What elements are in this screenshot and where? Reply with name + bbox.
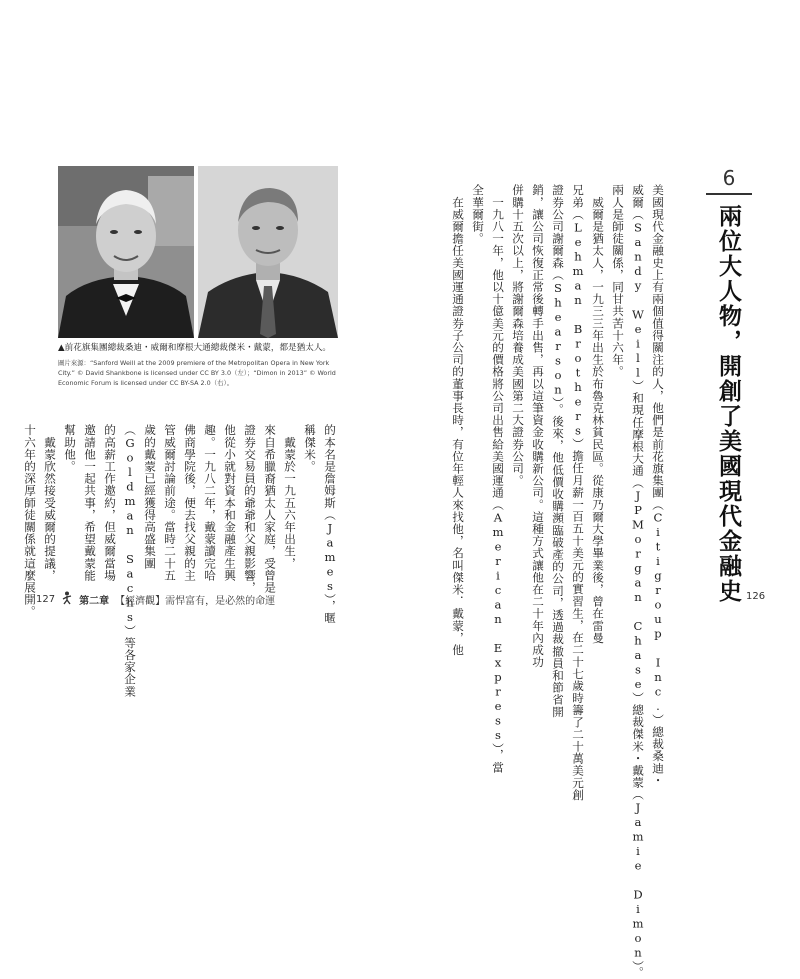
right-text-column: 威爾（Sandy Weill）和現任摩根大通（JPMorgan Chase）總裁傑米・戴蒙（Jamie Dimon）。 [631, 184, 645, 979]
running-figure-icon [61, 591, 73, 608]
left-text-column: 戴蒙於一九五六年出生， [283, 424, 297, 570]
chapter-label: 第二章 [79, 596, 110, 607]
right-text-column: 兩人是師徒關係，同甘共苦十六年。 [611, 184, 625, 378]
right-text-column: 美國現代金融史上有兩個值得關注的人，他們是前花旗集團（Citigroup Inc.）總裁桑迪・ [651, 184, 665, 787]
left-text-column: 的本名是詹姆斯（James），暱 [323, 424, 337, 624]
left-text-column: 的高薪工作邀約，但威爾當場 [103, 424, 117, 582]
sanford-weill-photo [58, 166, 194, 338]
left-text-column: 來自希臘裔猶太人家庭，受曾是 [263, 424, 277, 594]
left-text-column: 證券交易員的爺爺和父親影響， [243, 424, 257, 594]
right-text-column: 併購十五次以上，將謝爾森培養成美國第二大證券公司。 [511, 184, 525, 487]
photo-caption: ▲前花旗集團總裁桑迪・威爾和摩根大通總裁傑米・戴蒙，都是猶太人。 [58, 343, 332, 353]
portrait-photo-icon [198, 166, 338, 338]
chapter-subtitle: 【經濟觀】需悍富有，是必然的命運 [115, 596, 276, 607]
left-text-column: （Goldman Sachs）等各家企業 [123, 424, 137, 698]
right-text-column: 全華爾街。 [471, 184, 485, 245]
left-text-column: 趣。一九八二年，戴蒙讀完哈 [203, 424, 217, 582]
left-text-column: 邀請他一起共事，希望戴蒙能 [83, 424, 97, 582]
portrait-photo-icon [58, 166, 194, 338]
left-text-column: 歲的戴蒙已經獲得高盛集團 [143, 424, 157, 570]
left-text-column: 管威爾討論前途。當時二十五 [163, 424, 177, 582]
right-text-column: 一九八一年，他以十億美元的價格將公司出售給美國運通（American Express），當 [491, 184, 505, 774]
left-text-column: 他從小就對資本和金融產生興 [223, 424, 237, 582]
left-text-column: 稱傑米。 [303, 424, 317, 473]
section-number: 6 [722, 166, 736, 190]
right-page-number: 126 [746, 591, 766, 602]
section-rule [706, 193, 752, 195]
left-text-column: 幫助他。 [63, 424, 77, 473]
left-page-number: 127 [36, 594, 56, 605]
right-text-column: 兄弟（Lehman Brothers）擔任月薪一百五十美元的實習生，在二十七歲時籌了二十萬美元創 [571, 184, 585, 801]
right-text-column: 在威爾擔任美國運通證券子公司的董事長時，有位年輕人來找他，名叫傑米．戴蒙，他 [451, 184, 465, 656]
photo-credit: 圖片來源：“Sanford Weill at the 2009 premiere of the Metropolitan Opera in New York City.” © David Shankbone is licensed under CC BY 3.0（左）；“Dimon in 2013” © World Economic Forum is licensed under CC BY-SA 2.0（右）。 [58, 359, 336, 387]
left-page-footer [36, 591, 275, 608]
right-text-column: 證券公司謝爾森（Shearson）。後來，他低價收購瀕臨破產的公司，透過裁撤員和節省開 [551, 184, 565, 718]
left-text-column: 戴蒙欣然接受威爾的提議， [43, 424, 57, 582]
left-text-column: 佛商學院後，便去找父親的主 [183, 424, 197, 582]
jamie-dimon-photo [198, 166, 338, 338]
right-text-column: 銷，讓公司恢復正常後轉手出售，再以這筆資金收購新公司。這種方式讓他在二十年內成功 [531, 184, 545, 668]
right-text-column: 威爾是猶太人，一九三三年出生於布魯克林貧民區。從康乃爾大學畢業後，曾在雷曼 [591, 184, 605, 644]
chapter-title: 兩位大人物，開創了美國現代金融史 [715, 204, 741, 604]
left-text-column: 十六年的深厚師徒關係就這麼展開。 [23, 424, 37, 618]
